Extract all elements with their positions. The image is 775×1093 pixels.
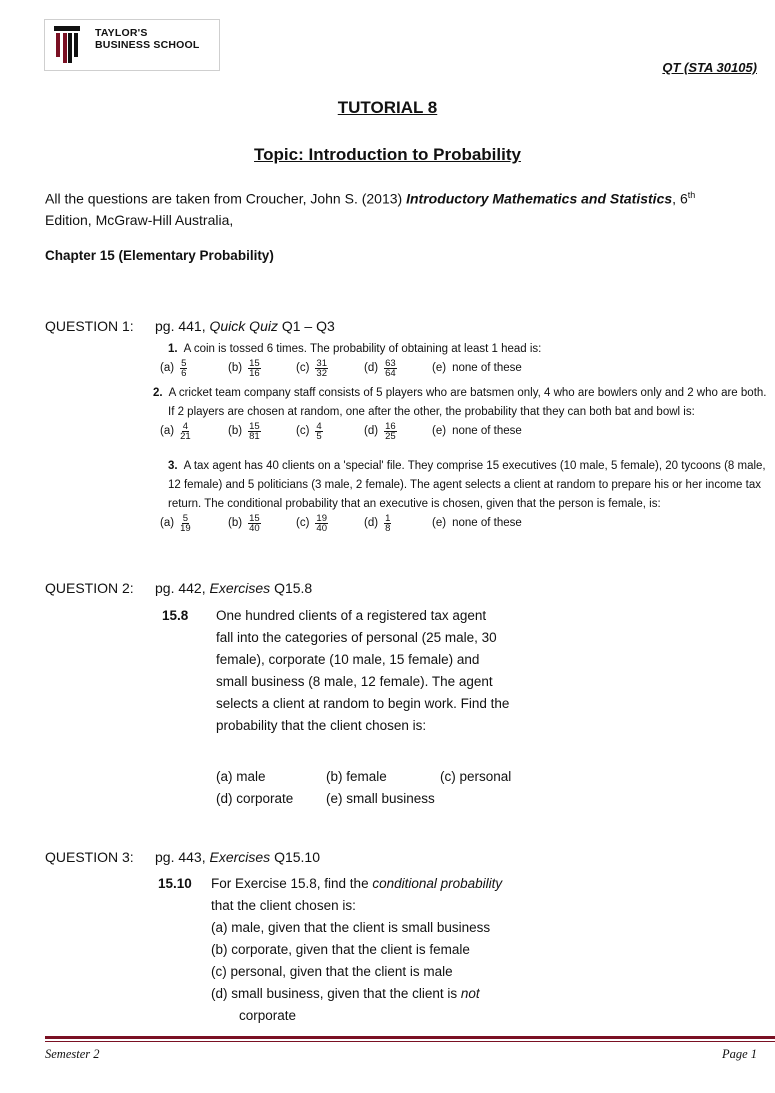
q1-label: QUESTION 1: <box>45 318 134 334</box>
q2-option-a: (a) male <box>216 769 266 784</box>
q3-exercise-text <box>211 873 551 1027</box>
q3-line1-italic: conditional probability <box>372 876 503 891</box>
option-a <box>160 359 212 378</box>
quiz-item-text: A coin is tossed 6 times. The probability of obtaining at least 1 head is: <box>183 343 542 355</box>
option-label: (e) <box>432 425 447 437</box>
option-b <box>228 422 280 441</box>
chapter-heading: Chapter 15 (Elementary Probability) <box>45 248 274 263</box>
edition-number: 6 <box>679 190 688 207</box>
option-d <box>364 514 416 533</box>
q3-part-b: (b) corporate, given that the client is female <box>211 942 470 957</box>
q2-exercise-text <box>216 605 546 737</box>
taylors-logo-icon <box>54 26 80 64</box>
footer-rule-thick <box>45 1036 775 1039</box>
topic-title: Topic: Introduction to Probability <box>254 145 521 164</box>
q3-part-d-pre: (d) small business, given that the client is <box>211 986 458 1001</box>
quiz-item-number: 2. <box>153 387 163 399</box>
option-e <box>432 359 522 378</box>
school-logo <box>44 19 220 71</box>
quiz-options <box>160 514 768 533</box>
q2-ref-post: Q15.8 <box>274 580 313 596</box>
denominator: 32 <box>316 368 327 379</box>
numerator: 19 <box>316 513 327 524</box>
footer-semester: Semester 2 <box>45 1047 100 1061</box>
quiz-item-text: A tax agent has 40 clients on a 'special' file. They comprise 15 executives (10 male, 5 female), 20 tycoons (8 male, 12 female) and 5 politicians (3 male, 2 female). The agent selects a client at random to prepare his or her income tax return. The conditional probability that an executive is chosen, given that the person is female, is: <box>168 460 766 510</box>
logo-line1: TAYLOR'S <box>95 27 148 39</box>
exercise-line: selects a client at random to begin work. Find the <box>216 696 510 711</box>
q3-part-d-cont: corporate <box>239 1008 297 1023</box>
denominator: 64 <box>385 368 396 379</box>
option-text: none of these <box>452 517 522 529</box>
q1-ref-post: Q1 – Q3 <box>281 318 335 334</box>
option-a <box>160 422 212 441</box>
quiz-item-2 <box>153 384 768 442</box>
q2-ref-italic: Exercises <box>209 580 271 596</box>
edition-superscript: th <box>687 190 696 200</box>
option-e <box>432 422 522 441</box>
option-label: (e) <box>432 517 447 529</box>
intro-paragraph: All the questions are taken from Croucher, John S. (2013) Introductory Mathematics and Statistics, 6th Edition, McGraw-Hill Australia, <box>45 190 696 228</box>
option-label: (d) <box>364 362 379 374</box>
option-text: none of these <box>452 425 522 437</box>
option-label: (c) <box>296 425 310 437</box>
option-c <box>296 422 348 441</box>
q1-ref-pre: pg. 441, <box>155 318 206 334</box>
exercise-line: probability that the client chosen is: <box>216 718 427 733</box>
q2-option-b: (b) female <box>326 769 387 784</box>
q3-part-a: (a) male, given that the client is small business <box>211 920 491 935</box>
footer-page-number: Page 1 <box>721 1047 757 1061</box>
q1-ref-italic: Quick Quiz <box>209 318 278 334</box>
denominator: 40 <box>316 523 327 534</box>
option-label: (a) <box>160 425 175 437</box>
book-title: Introductory Mathematics and Statistics <box>406 190 673 207</box>
q2-option-d: (d) corporate <box>216 791 294 806</box>
numerator: 15 <box>249 421 260 432</box>
option-d <box>364 359 416 378</box>
intro-lead: All the questions are taken from Croucher, John S. (2013) <box>45 190 403 207</box>
exercise-line: fall into the categories of personal (25 male, 30 <box>216 630 497 645</box>
q2-reference <box>155 580 312 596</box>
q3-label: QUESTION 3: <box>45 849 134 865</box>
quiz-item-number: 1. <box>168 343 178 355</box>
option-label: (b) <box>228 517 243 529</box>
option-label: (a) <box>160 362 175 374</box>
numerator: 15 <box>249 358 260 369</box>
q3-line1-pre: For Exercise 15.8, find the <box>211 876 369 891</box>
option-c <box>296 514 348 533</box>
quiz-item-3 <box>160 457 768 534</box>
q2-exercise-number: 15.8 <box>162 608 189 623</box>
quiz-options <box>160 359 768 378</box>
option-a <box>160 514 212 533</box>
option-d <box>364 422 416 441</box>
denominator: 5 <box>316 431 322 442</box>
fraction <box>315 422 322 441</box>
denominator: 8 <box>385 523 391 534</box>
option-label: (c) <box>296 517 310 529</box>
intro-rest: Edition, McGraw-Hill Australia, <box>45 211 234 228</box>
numerator: 15 <box>249 513 260 524</box>
fraction <box>315 514 328 533</box>
option-b <box>228 514 280 533</box>
q3-line2: that the client chosen is: <box>211 898 356 913</box>
q3-ref-post: Q15.10 <box>274 849 321 865</box>
option-label: (a) <box>160 517 175 529</box>
q3-part-c: (c) personal, given that the client is male <box>211 964 453 979</box>
option-c <box>296 359 348 378</box>
q2-label: QUESTION 2: <box>45 580 134 596</box>
page-title: TUTORIAL 8 <box>337 98 438 117</box>
q2-option-e: (e) small business <box>326 791 435 806</box>
option-b <box>228 359 280 378</box>
numerator: 16 <box>385 421 396 432</box>
fraction <box>248 422 261 441</box>
option-label: (d) <box>364 517 379 529</box>
quiz-options <box>160 422 768 441</box>
fraction <box>384 422 397 441</box>
denominator: 40 <box>249 523 260 534</box>
denominator: 21 <box>180 431 191 442</box>
logo-text <box>95 27 200 51</box>
fraction <box>384 514 391 533</box>
option-label: (b) <box>228 362 243 374</box>
fraction <box>315 359 328 378</box>
numerator: 4 <box>182 421 188 432</box>
option-label: (e) <box>432 362 447 374</box>
fraction <box>248 514 261 533</box>
exercise-line: female), corporate (10 male, 15 female) and <box>216 652 480 667</box>
q3-ref-pre: pg. 443, <box>155 849 206 865</box>
q2-ref-pre: pg. 442, <box>155 580 206 596</box>
numerator: 31 <box>316 358 327 369</box>
option-label: (b) <box>228 425 243 437</box>
q3-part-d-italic: not <box>460 986 480 1001</box>
fraction <box>180 514 191 533</box>
exercise-line: small business (8 male, 12 female). The agent <box>216 674 493 689</box>
fraction <box>384 359 397 378</box>
q2-option-c: (c) personal <box>440 769 512 784</box>
q1-reference <box>155 318 335 334</box>
numerator: 5 <box>182 513 188 524</box>
denominator: 81 <box>249 431 260 442</box>
q3-ref-italic: Exercises <box>209 849 271 865</box>
denominator: 19 <box>180 523 191 534</box>
denominator: 6 <box>181 368 187 379</box>
numerator: 4 <box>316 421 322 432</box>
option-e <box>432 514 522 533</box>
course-code: QT (STA 30105) <box>662 60 757 75</box>
footer-rule-thin <box>45 1041 775 1042</box>
quiz-item-number: 3. <box>168 460 178 472</box>
denominator: 25 <box>385 431 396 442</box>
denominator: 16 <box>249 368 260 379</box>
option-label: (c) <box>296 362 310 374</box>
exercise-line: One hundred clients of a registered tax agent <box>216 608 487 623</box>
fraction <box>180 359 187 378</box>
quiz-item-text: A cricket team company staff consists of 5 players who are batsmen only, 4 who are bowlers only and 2 who are both. If 2 players are chosen at random, one after the other, the probability that they can both bat and bowl is: <box>168 387 767 418</box>
numerator: 5 <box>181 358 187 369</box>
fraction <box>180 422 191 441</box>
option-label: (d) <box>364 425 379 437</box>
q2-options <box>216 766 511 810</box>
fraction <box>248 359 261 378</box>
numerator: 63 <box>385 358 396 369</box>
logo-line2: BUSINESS SCHOOL <box>95 39 200 51</box>
q3-exercise-number: 15.10 <box>158 876 192 891</box>
q3-reference <box>155 849 320 865</box>
quiz-item-1 <box>160 340 768 379</box>
option-text: none of these <box>452 362 522 374</box>
numerator: 1 <box>385 513 391 524</box>
